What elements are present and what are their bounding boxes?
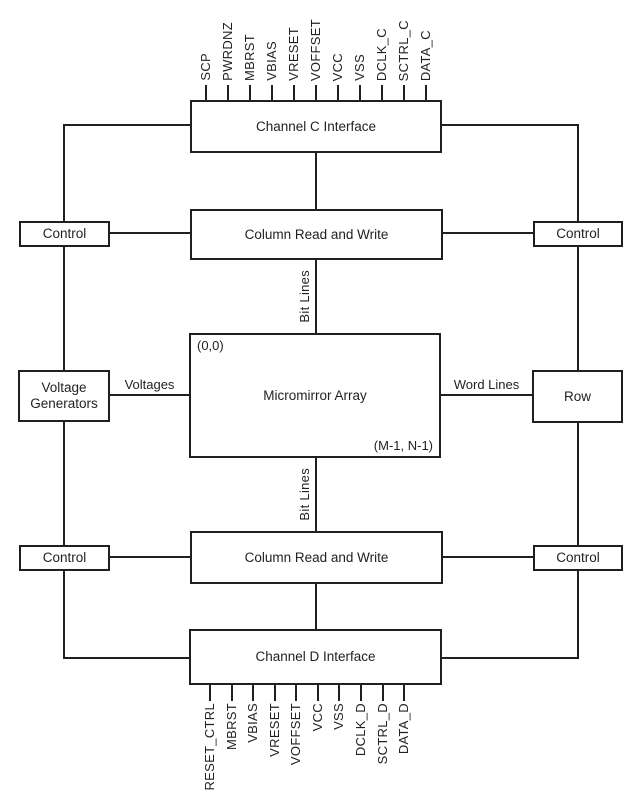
pin-tick-top-mbrst [249, 85, 251, 102]
pin-tick-bottom-vcc [317, 684, 319, 701]
pin-tick-bottom-sctrl_d [382, 684, 384, 701]
box-column-read-write-top [190, 209, 443, 260]
pin-label-bottom-voffset: VOFFSET [288, 703, 303, 766]
connector-colrw-channeld [315, 582, 317, 631]
pin-tick-top-voffset [315, 85, 317, 102]
pin-tick-top-data_c [425, 85, 427, 102]
connector-voltages [108, 394, 191, 396]
pin-label-top-vcc: VCC [330, 52, 345, 81]
box-channel-c-interface [190, 100, 442, 153]
pin-label-bottom-vss: VSS [331, 703, 346, 730]
connector-control-bl [108, 556, 192, 558]
pin-label-bottom-vbias: VBIAS [245, 703, 260, 743]
pin-label-top-vss: VSS [352, 54, 367, 81]
pin-tick-top-sctrl_c [403, 85, 405, 102]
pin-label-bottom-vcc: VCC [310, 703, 325, 732]
pin-label-bottom-dclk_d: DCLK_D [353, 703, 368, 757]
pin-tick-bottom-dclk_d [360, 684, 362, 701]
pin-tick-bottom-data_d [403, 684, 405, 701]
pin-tick-bottom-reset_ctrl [209, 684, 211, 701]
connector-word-lines [439, 394, 534, 396]
label-origin-coord: (0,0) [197, 338, 224, 353]
pin-label-top-voffset: VOFFSET [308, 18, 323, 81]
connector-channelc-left [63, 124, 192, 126]
box-voltage-generators [18, 370, 110, 422]
pin-label-bottom-reset_ctrl: RESET_CTRL [202, 703, 217, 791]
box-channel-d-interface [189, 629, 442, 685]
box-control-top-left [19, 221, 110, 247]
pin-tick-bottom-vss [338, 684, 340, 701]
pin-label-top-vreset: VRESET [286, 27, 301, 81]
pin-tick-bottom-vreset [274, 684, 276, 701]
pin-tick-top-vcc [337, 85, 339, 102]
label-max-coord: (M-1, N-1) [373, 437, 433, 453]
pin-label-bottom-vreset: VRESET [267, 703, 282, 757]
pin-label-bottom-sctrl_d: SCTRL_D [375, 703, 390, 765]
connector-channelc-right [440, 124, 579, 126]
pin-tick-bottom-mbrst [231, 684, 233, 701]
pin-label-top-dclk_c: DCLK_C [374, 27, 389, 81]
pin-label-bottom-data_d: DATA_D [396, 703, 411, 755]
box-label: Control [42, 226, 87, 242]
connector-control-tl [108, 232, 192, 234]
box-control-bottom-right [533, 545, 623, 571]
pin-label-top-mbrst: MBRST [242, 34, 257, 81]
pin-tick-top-dclk_c [381, 85, 383, 102]
connector-bitlines-top [315, 258, 317, 335]
label-voltages: Voltages [124, 377, 175, 392]
box-control-bottom-left [19, 545, 110, 571]
pin-tick-top-vss [359, 85, 361, 102]
box-label: Control [556, 226, 600, 242]
connector-channeld-left [63, 657, 191, 659]
box-label: Column Read and Write [244, 226, 389, 242]
box-row [532, 370, 623, 423]
label-bit-lines-top: Bit Lines [297, 270, 312, 323]
label-word-lines: Word Lines [453, 377, 520, 392]
box-micromirror-array [189, 333, 441, 458]
pin-label-top-data_c: DATA_C [418, 29, 433, 81]
pin-tick-top-pwrdnz [227, 85, 229, 102]
box-label: Channel D Interface [255, 649, 376, 665]
connector-channelc-colrw [315, 151, 317, 211]
box-label: Column Read and Write [244, 549, 389, 565]
pin-tick-top-vbias [271, 85, 273, 102]
pin-label-bottom-mbrst: MBRST [224, 703, 239, 750]
box-control-top-right [533, 221, 623, 247]
pin-tick-bottom-voffset [295, 684, 297, 701]
box-label: Voltage Generators [30, 380, 98, 411]
pin-label-top-pwrdnz: PWRDNZ [220, 22, 235, 81]
box-label: Row [563, 388, 591, 404]
pin-label-top-sctrl_c: SCTRL_C [396, 19, 411, 81]
pin-tick-bottom-vbias [252, 684, 254, 701]
connector-channeld-right [440, 657, 579, 659]
box-label: Control [42, 550, 87, 566]
pin-label-top-vbias: VBIAS [264, 41, 279, 81]
connector-bitlines-bottom [315, 456, 317, 533]
pin-label-top-scp: SCP [198, 53, 213, 81]
box-column-read-write-bottom [190, 531, 443, 584]
box-label: Micromirror Array [263, 387, 367, 403]
label-bit-lines-bottom: Bit Lines [297, 468, 312, 521]
connector-control-br [441, 556, 535, 558]
box-label: Channel C Interface [255, 118, 377, 134]
connector-control-tr [441, 232, 535, 234]
box-label: Control [556, 550, 600, 566]
pin-tick-top-scp [205, 85, 207, 102]
pin-tick-top-vreset [293, 85, 295, 102]
